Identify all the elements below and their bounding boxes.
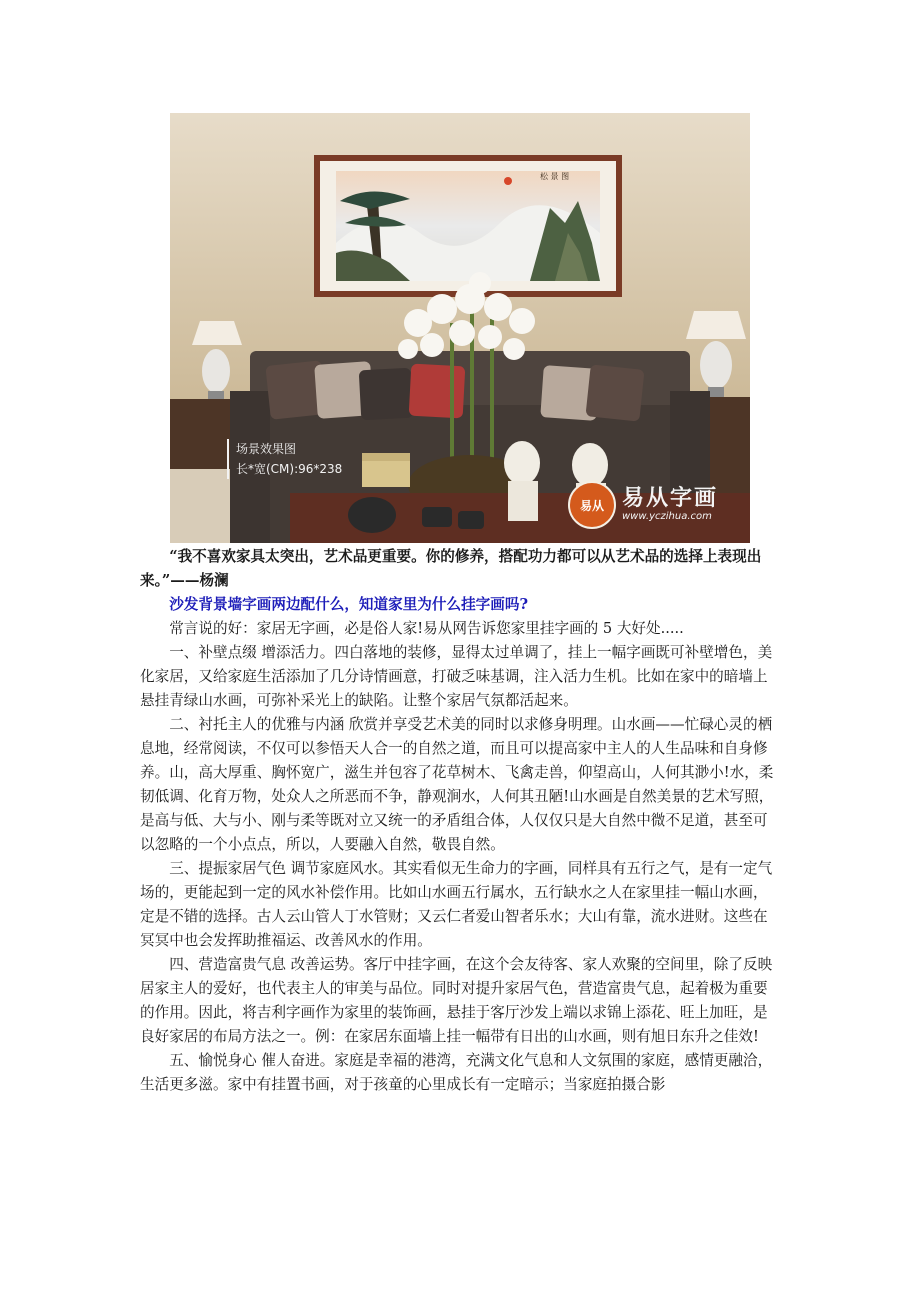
svg-text:松 景 图: 松 景 图 bbox=[540, 172, 570, 181]
body-paragraph-3: 三、提振家居气色 调节家庭风水。其实看似无生命力的字画，同样具有五行之气，是有一定气场的，更能起到一定的风水补偿作用。比如山水画五行属水，五行缺水之人在家里挂一幅山水画，定是不错的选择。古人云山管人丁水管财；又云仁者爱山智者乐水；大山有靠，流水进财。这些在冥冥中也会发挥助推福运、改善风水的作用。 bbox=[140, 860, 773, 949]
brand-seal-logo: 易从 bbox=[568, 481, 616, 529]
article-body bbox=[140, 545, 780, 1097]
quote-paragraph: “我不喜欢家具太突出，艺术品更重要。你的修养，搭配功力都可以从艺术品的选择上表现出来。”——杨澜 bbox=[140, 548, 762, 589]
scene-caption-size: 长*宽(CM):96*238 bbox=[236, 462, 343, 476]
scene-caption bbox=[227, 439, 342, 479]
brand-watermark bbox=[568, 481, 718, 529]
body-paragraph-1: 一、补壁点缀 增添活力。四白落地的装修，显得太过单调了，挂上一幅字画既可补壁增色，美化家居，又给家庭生活添加了几分诗情画意，打破乏味基调，注入活力生机。比如在家中的暗墙上悬挂青绿山水画，可弥补采光上的缺陷。让整个家居气氛都活起来。 bbox=[140, 644, 773, 709]
brand-url: www.yczihua.com bbox=[622, 511, 712, 522]
scene-caption-title: 场景效果图 bbox=[236, 442, 297, 456]
brand-name: 易从字画 bbox=[622, 486, 719, 511]
scene-photo bbox=[170, 113, 750, 543]
intro-paragraph: 常言说的好：家居无字画，必是俗人家!易从网告诉您家里挂字画的 5 大好处..... bbox=[169, 620, 684, 637]
article-subtitle: 沙发背景墙字画两边配什么，知道家里为什么挂字画吗? bbox=[169, 596, 528, 613]
body-paragraph-5: 五、愉悦身心 催人奋进。家庭是幸福的港湾，充满文化气息和人文氛围的家庭，感情更融洽，生活更多滋。家中有挂置书画，对于孩童的心里成长有一定暗示；当家庭拍摄合影 bbox=[140, 1052, 773, 1093]
body-paragraph-4: 四、营造富贵气息 改善运势。客厅中挂字画，在这个会友待客、家人欢聚的空间里，除了反映居家主人的爱好，也代表主人的审美与品位。同时对提升家居气色，营造富贵气息，起着极为重要的作用。因此，将吉利字画作为家里的装饰画，悬挂于客厅沙发上端以求锦上添花、旺上加旺，是良好家居的布局方法之一。例：在家居东面墙上挂一幅带有日出的山水画，则有旭日东升之佳效! bbox=[140, 956, 773, 1045]
body-paragraph-2: 二、衬托主人的优雅与内涵 欣赏并享受艺术美的同时以求修身明理。山水画——忙碌心灵的栖息地，经常阅读，不仅可以参悟天人合一的自然之道，而且可以提高家中主人的人生品味和自身修养。山，高大厚重、胸怀宽广，滋生并包容了花草树木、飞禽走兽，仰望高山，人何其渺小!水，柔韧低调、化育万物，处众人之所恶而不争，静观涧水，人何其丑陋!山水画是自然美景的艺术写照，是高与低、大与小、刚与柔等既对立又统一的矛盾组合体，人仅仅只是大自然中微不足道，甚至可以忽略的一个小点点，所以，人要融入自然，敬畏自然。 bbox=[140, 716, 774, 853]
